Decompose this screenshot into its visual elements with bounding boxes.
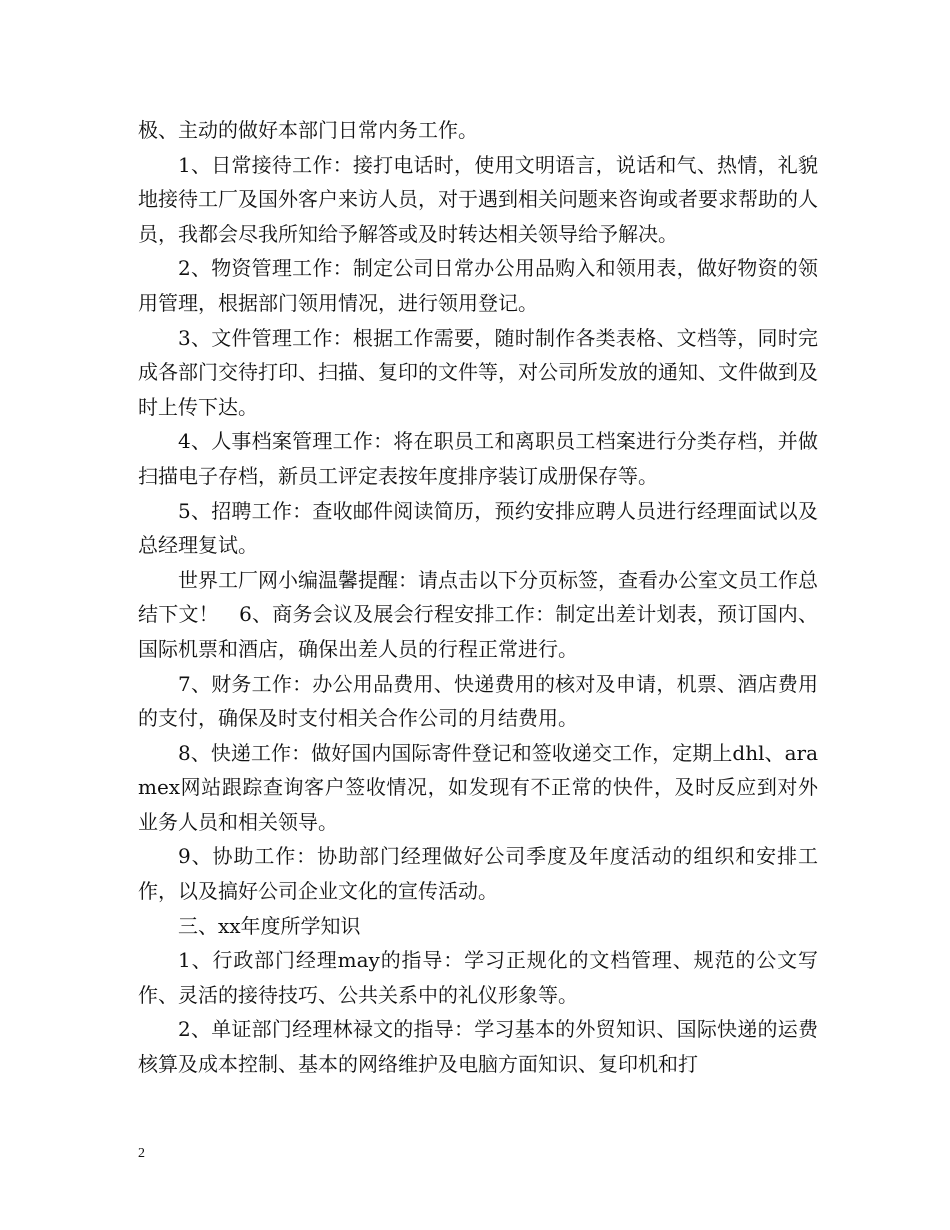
- paragraph: 世界工厂网小编温馨提醒：请点击以下分页标签，查看办公室文员工作总结下文！ 6、商务会议及展会行程安排工作：制定出差计划表，预订国内、国际机票和酒店，确保出差人员的行程正常进行。: [138, 567, 818, 661]
- paragraph: 4、人事档案管理工作：将在职员工和离职员工档案进行分类存档，并做扫描电子存档，新员工评定表按年度排序装订成册保存等。: [138, 429, 818, 488]
- paragraph: 1、日常接待工作：接打电话时，使用文明语言，说话和气、热情，礼貌地接待工厂及国外客户来访人员，对于遇到相关问题来咨询或者要求帮助的人员，我都会尽我所知给予解答或及时转达相关领导给予解决。: [138, 152, 818, 246]
- paragraph: 9、协助工作：协助部门经理做好公司季度及年度活动的组织和安排工作，以及搞好公司企业文化的宣传活动。: [138, 844, 818, 904]
- paragraph: 2、物资管理工作：制定公司日常办公用品购入和领用表，做好物资的领用管理，根据部门领用情况，进行领用登记。: [138, 256, 818, 315]
- section-heading: 三、xx年度所学知识: [178, 913, 361, 938]
- document-body: [138, 113, 818, 1082]
- paragraph: 5、招聘工作：查收邮件阅读简历，预约安排应聘人员进行经理面试以及总经理复试。: [138, 498, 818, 558]
- paragraph: 3、文件管理工作：根据工作需要，随时制作各类表格、文档等，同时完成各部门交待打印、扫描、复印的文件等，对公司所发放的通知、文件做到及时上传下达。: [138, 325, 818, 419]
- paragraph: 2、单证部门经理林禄文的指导：学习基本的外贸知识、国际快递的运费核算及成本控制、基本的网络维护及电脑方面知识、复印机和打: [138, 1017, 818, 1077]
- paragraph: 极、主动的做好本部门日常内务工作。: [138, 118, 478, 142]
- paragraph: 7、财务工作：办公用品费用、快递费用的核对及申请，机票、酒店费用的支付，确保及时支付相关合作公司的月结费用。: [138, 671, 818, 731]
- page-number: 2: [138, 1146, 145, 1161]
- paragraph: 1、行政部门经理may的指导：学习正规化的文档管理、规范的公文写作、灵活的接待技巧、公共关系中的礼仪形象等。: [138, 948, 818, 1007]
- paragraph: 8、快递工作：做好国内国际寄件登记和签收递交工作，定期上dhl、aramex网站跟踪查询客户签收情况，如发现有不正常的快件，及时反应到对外业务人员和相关领导。: [138, 740, 818, 834]
